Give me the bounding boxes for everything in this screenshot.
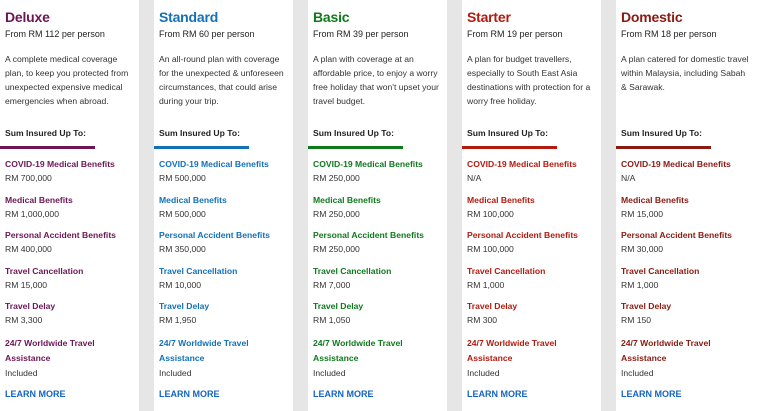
benefit-value: RM 100,000 [467,244,514,254]
sum-insured-heading: Sum Insured Up To: [467,128,549,138]
benefit-label: Personal Accident Benefits [621,230,732,240]
plan-card-deluxe [0,0,139,411]
plan-description: A complete medical coverage plan, to keep you protected from unexpected expensive medical emergencies when abroad. [5,54,129,106]
benefit-label: 24/7 Worldwide Travel Assistance [467,338,557,363]
sum-insured-heading: Sum Insured Up To: [313,128,395,138]
plan-description: A plan catered for domestic travel within Malaysia, including Sabah & Sarawak. [621,54,749,92]
benefit-label: Personal Accident Benefits [159,230,270,240]
benefit-value: Included [313,368,346,378]
plan-description: A plan for budget travellers, especially to South East Asia destinations with protection for a worry free holiday. [467,54,591,106]
learn-more-link[interactable]: LEARN MORE [159,389,220,399]
benefit-covid [159,158,291,194]
benefit-label: Travel Delay [5,301,56,311]
benefit-value: RM 700,000 [5,173,52,183]
plan-card-domestic [616,0,760,411]
plan-price: From RM 19 per person [467,29,563,39]
benefit-value: RM 300 [467,315,498,325]
benefit-personal-accident [159,229,291,265]
plan-divider [308,146,403,149]
benefit-assistance [5,336,135,381]
benefit-label: Travel Cancellation [621,265,700,276]
benefit-list [467,158,599,336]
benefit-personal-accident [621,229,753,265]
benefit-value: N/A [621,173,636,183]
plan-divider [0,146,95,149]
benefit-value: RM 7,000 [313,279,351,290]
plan-divider [616,146,711,149]
plan-price: From RM 18 per person [621,29,717,39]
benefit-label: Medical Benefits [5,194,73,205]
benefit-covid [5,158,137,194]
benefit-label: 24/7 Worldwide Travel Assistance [5,338,95,363]
sum-insured-heading: Sum Insured Up To: [159,128,241,138]
plan-divider [462,146,557,149]
benefit-label: 24/7 Worldwide Travel Assistance [313,338,403,363]
learn-more-link[interactable]: LEARN MORE [467,389,528,399]
benefit-travel-cancellation [159,265,291,301]
benefit-medical [621,194,753,230]
plan-price: From RM 39 per person [313,29,409,39]
benefit-assistance [159,336,289,381]
plan-card-standard [154,0,293,411]
benefit-covid [467,158,599,194]
benefit-label: Travel Delay [313,301,364,311]
benefit-value: RM 400,000 [5,244,52,254]
benefit-covid [313,158,445,194]
plan-name: Basic [313,9,350,25]
benefit-value: RM 500,000 [159,173,206,183]
benefit-value: Included [5,368,38,378]
benefit-label: COVID-19 Medical Benefits [5,159,115,169]
benefit-travel-delay [313,300,445,336]
benefit-assistance [467,336,597,381]
plan-divider [154,146,249,149]
benefit-label: Personal Accident Benefits [5,230,116,240]
benefit-medical [313,194,445,230]
benefit-value: RM 1,950 [159,315,197,325]
benefit-value: RM 1,050 [313,315,351,325]
benefit-travel-cancellation [467,265,599,301]
benefit-travel-cancellation [621,265,753,301]
benefit-assistance [313,336,443,381]
benefit-label: Medical Benefits [159,194,227,205]
plan-name: Domestic [621,9,683,25]
benefit-label: 24/7 Worldwide Travel Assistance [159,338,249,363]
benefit-list [5,158,137,336]
plan-card-starter [462,0,601,411]
sum-insured-heading: Sum Insured Up To: [621,128,703,138]
benefit-label: Travel Delay [159,301,210,311]
benefit-label: Medical Benefits [467,194,535,205]
benefit-label: Travel Delay [621,301,672,311]
benefit-personal-accident [313,229,445,265]
benefit-label: COVID-19 Medical Benefits [159,159,269,169]
benefit-list [313,158,445,336]
sum-insured-heading: Sum Insured Up To: [5,128,87,138]
benefit-value: N/A [467,173,482,183]
plan-name: Starter [467,9,511,25]
benefit-label: Travel Cancellation [313,265,392,276]
benefit-travel-cancellation [313,265,445,301]
benefit-value: RM 250,000 [313,244,360,254]
benefit-value: Included [159,368,192,378]
benefit-travel-cancellation [5,265,137,301]
benefit-travel-delay [467,300,599,336]
benefit-travel-delay [159,300,291,336]
benefit-personal-accident [5,229,137,265]
benefit-value: RM 100,000 [467,208,514,219]
benefit-travel-delay [5,300,137,336]
benefit-label: Travel Cancellation [5,265,84,276]
benefit-travel-delay [621,300,753,336]
benefit-list [159,158,291,336]
benefit-label: Travel Cancellation [467,265,546,276]
benefit-label: Personal Accident Benefits [467,230,578,240]
benefit-label: COVID-19 Medical Benefits [467,159,577,169]
benefit-label: COVID-19 Medical Benefits [313,159,423,169]
learn-more-link[interactable]: LEARN MORE [621,389,682,399]
plan-price: From RM 112 per person [5,29,105,39]
benefit-medical [159,194,291,230]
benefit-value: RM 30,000 [621,244,664,254]
benefit-label: Medical Benefits [313,194,381,205]
plan-description: An all-round plan with coverage for the unexpected & unforeseen circumstances, that could arise during your trip. [159,54,284,106]
benefit-label: Personal Accident Benefits [313,230,424,240]
benefit-personal-accident [467,229,599,265]
plan-name: Deluxe [5,9,50,25]
plan-price: From RM 60 per person [159,29,255,39]
plan-name: Standard [159,9,219,25]
benefit-value: RM 1,000 [467,279,505,290]
benefit-value: Included [467,368,500,378]
benefit-value: RM 10,000 [159,279,202,290]
plan-card-basic [308,0,447,411]
benefit-medical [467,194,599,230]
benefit-label: 24/7 Worldwide Travel Assistance [621,338,711,363]
benefit-value: RM 1,000 [621,279,659,290]
benefit-assistance [621,336,751,381]
benefit-medical [5,194,137,230]
learn-more-link[interactable]: LEARN MORE [5,389,66,399]
benefit-value: RM 15,000 [621,208,664,219]
benefit-label: Travel Cancellation [159,265,238,276]
benefit-value: RM 3,300 [5,315,43,325]
benefit-value: RM 250,000 [313,173,360,183]
benefit-label: COVID-19 Medical Benefits [621,159,731,169]
benefit-label: Medical Benefits [621,194,689,205]
plan-description: A plan with coverage at an affordable price, to enjoy a worry free holiday that won't upset your travel budget. [313,54,439,106]
benefit-list [621,158,753,336]
benefit-value: RM 500,000 [159,208,206,219]
benefit-value: RM 250,000 [313,208,360,219]
benefit-value: RM 1,000,000 [5,208,59,219]
benefit-label: Travel Delay [467,301,518,311]
benefit-value: Included [621,368,654,378]
benefit-value: RM 150 [621,315,652,325]
benefit-covid [621,158,753,194]
benefit-value: RM 350,000 [159,244,206,254]
benefit-value: RM 15,000 [5,279,48,290]
learn-more-link[interactable]: LEARN MORE [313,389,374,399]
